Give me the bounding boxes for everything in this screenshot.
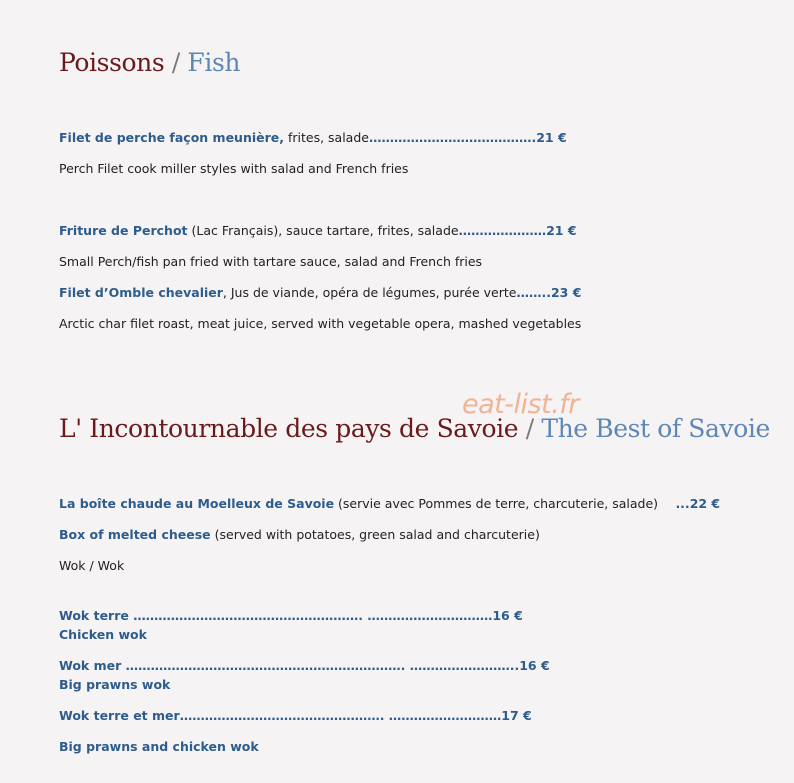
item-name-en: Big prawns and chicken wok xyxy=(59,739,259,754)
item-dots: ………………………………………………. ………………………… xyxy=(133,608,493,623)
menu-item-translation xyxy=(59,676,170,694)
menu-subheading-wok: Wok / Wok xyxy=(59,558,125,573)
section-title-separator: / xyxy=(525,414,534,443)
item-desc: (Lac Français), sauce tartare, frites, salade xyxy=(187,223,459,238)
menu-item-translation: Small Perch/fish pan fried with tartare sauce, salad and French fries xyxy=(59,254,483,269)
section-title-fr: Poissons xyxy=(59,48,165,77)
item-price: 17 € xyxy=(501,708,532,723)
item-desc: (servie avec Pommes de terre, charcuterie, salade) xyxy=(334,496,659,511)
item-desc: (served with potatoes, green salad and charcuterie) xyxy=(210,527,540,542)
item-name: Wok terre et mer xyxy=(59,708,180,723)
menu-item-translation: Arctic char filet roast, meat juice, served with vegetable opera, mashed vegetables xyxy=(59,316,582,331)
item-name-en: Chicken wok xyxy=(59,627,147,642)
item-price: 21 € xyxy=(546,223,577,238)
item-name: Filet de perche façon meunière, xyxy=(59,130,284,145)
item-desc: frites, salade xyxy=(284,130,369,145)
item-dots: ... xyxy=(658,496,690,511)
item-name: Filet d’Omble chevalier xyxy=(59,285,223,300)
item-name: Friture de Perchot xyxy=(59,223,188,238)
menu-item-translation xyxy=(59,526,540,544)
menu-item-perch-filet xyxy=(59,129,567,147)
item-dots: …………………………………………. ……………………… xyxy=(179,708,502,723)
item-dots: …………………………………………………………. …………………….. xyxy=(125,658,520,673)
item-dots: ………………… xyxy=(458,223,547,238)
item-price: 21 € xyxy=(536,130,567,145)
menu-item-translation: Perch Filet cook miller styles with salad and French fries xyxy=(59,161,409,176)
menu-item-translation xyxy=(59,626,147,644)
section-title-fish xyxy=(59,47,240,79)
item-name: Wok mer xyxy=(59,658,126,673)
item-name: Wok terre xyxy=(59,608,134,623)
item-desc: , Jus de viande, opéra de légumes, purée verte xyxy=(222,285,517,300)
item-price: 23 € xyxy=(550,285,582,300)
item-dots: …………………………………. xyxy=(368,130,537,145)
item-name: La boîte chaude au Moelleux de Savoie xyxy=(59,496,335,511)
menu-item-wok-mer xyxy=(59,657,550,675)
item-name: Box of melted cheese xyxy=(59,527,211,542)
section-title-en: Fish xyxy=(187,48,241,77)
item-dots: …….. xyxy=(516,285,551,300)
section-title-savoie xyxy=(59,413,770,445)
watermark: eat-list.fr xyxy=(462,389,579,420)
section-title-fr: L' Incontournable des pays de Savoie xyxy=(59,414,519,443)
section-title-en: The Best of Savoie xyxy=(541,414,770,443)
item-price: 16 € xyxy=(492,608,523,623)
item-price: 22 € xyxy=(689,496,721,511)
item-name-en: Big prawns wok xyxy=(59,677,171,692)
menu-item-wok-terre xyxy=(59,607,523,625)
menu-item-translation xyxy=(59,738,259,756)
menu-item-omble-chevalier xyxy=(59,284,581,302)
menu-item-wok-terre-et-mer xyxy=(59,707,532,725)
item-price: 16 € xyxy=(519,658,550,673)
menu-item-friture-perchot xyxy=(59,222,577,240)
section-title-separator: / xyxy=(171,48,180,77)
menu-item-boite-chaude xyxy=(59,495,720,513)
